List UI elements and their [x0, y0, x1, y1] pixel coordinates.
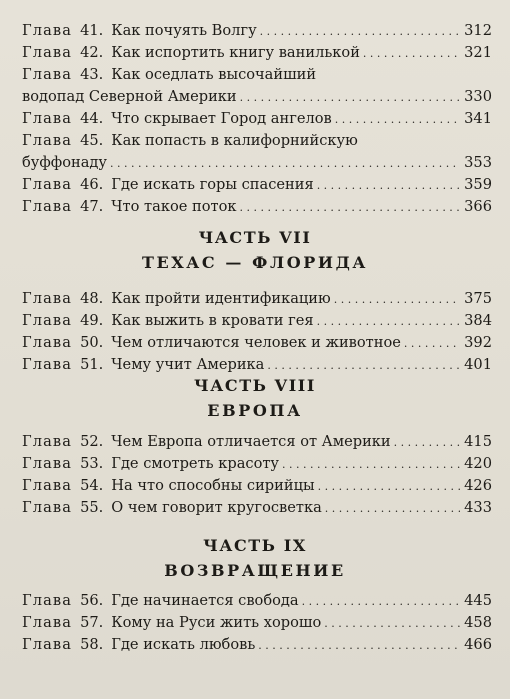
chapter-number: 48. [80, 290, 104, 307]
dot-leader [240, 197, 461, 219]
page-number: 366 [464, 198, 492, 215]
page-number: 330 [464, 88, 492, 105]
chapter-word: Глава [22, 110, 73, 127]
chapter-word: Глава [22, 477, 73, 494]
toc-entry-57[interactable] [22, 612, 492, 634]
page-number: 392 [464, 334, 492, 351]
chapter-title: Где искать горы спасения [111, 176, 314, 193]
toc-entry-42[interactable] [22, 42, 492, 64]
chapter-title: Что скрывает Город ангелов [111, 110, 332, 127]
dot-leader [334, 289, 460, 311]
part-label: ЧАСТЬ VIII [194, 376, 316, 395]
dot-leader [302, 591, 461, 613]
chapter-word: Глава [22, 455, 73, 472]
page-number: 341 [464, 110, 492, 127]
chapter-title: Как пройти идентификацию [111, 290, 331, 307]
chapter-number: 50. [80, 334, 104, 351]
part-title: ТЕХАС — ФЛОРИДА [141, 253, 369, 272]
toc-entry-52[interactable] [22, 431, 492, 453]
dot-leader [324, 613, 460, 635]
toc-entry-46[interactable] [22, 174, 492, 196]
part-label: ЧАСТЬ IX [203, 536, 307, 555]
chapter-word: Глава [22, 132, 73, 149]
dot-leader [317, 311, 461, 333]
chapter-title: О чем говорит кругосветка [111, 499, 322, 516]
toc-entry-58[interactable] [22, 634, 492, 656]
chapter-word: Глава [22, 499, 73, 516]
page-number: 353 [464, 154, 492, 171]
chapter-word: Глава [22, 290, 73, 307]
chapter-number: 45. [80, 132, 104, 149]
chapter-number: 54. [80, 477, 104, 494]
chapter-title: Чему учит Америка [111, 356, 265, 373]
page-number: 384 [464, 312, 492, 329]
chapter-title-continued: водопад Северной Америки [22, 88, 237, 105]
dot-leader [404, 333, 460, 355]
chapter-number: 43. [80, 66, 104, 83]
page-number: 415 [464, 433, 492, 450]
page-number: 359 [464, 176, 492, 193]
toc-entry-43[interactable] [22, 64, 492, 108]
chapter-title-continued: буффонаду [22, 154, 108, 171]
part-title: ВОЗВРАЩЕНИЕ [164, 561, 346, 580]
toc-entry-51[interactable] [22, 354, 492, 376]
chapter-number: 58. [80, 636, 104, 653]
chapter-title: Кому на Руси жить хорошо [111, 614, 322, 631]
chapter-title: Как оседлать высочайший [111, 66, 317, 83]
page-number: 433 [464, 499, 492, 516]
page-number: 445 [464, 592, 492, 609]
chapter-title: Как выжить в кровати гея [111, 312, 314, 329]
toc-entry-41[interactable] [22, 20, 492, 42]
page-number: 321 [464, 44, 492, 61]
chapter-title: Как испортить книгу ванилькой [111, 44, 360, 61]
chapter-title: Чем отличаются человек и животное [111, 334, 401, 351]
page-number: 420 [464, 455, 492, 472]
chapter-number: 51. [80, 356, 104, 373]
chapter-number: 56. [80, 592, 104, 609]
toc-entry-54[interactable] [22, 475, 492, 497]
chapter-word: Глава [22, 22, 73, 39]
chapter-number: 49. [80, 312, 104, 329]
chapter-word: Глава [22, 66, 73, 83]
dot-leader [335, 109, 460, 131]
chapter-word: Глава [22, 433, 73, 450]
page-number: 401 [464, 356, 492, 373]
chapter-word: Глава [22, 176, 73, 193]
page-number: 375 [464, 290, 492, 307]
chapter-title: Где смотреть красоту [111, 455, 280, 472]
toc-entry-49[interactable] [22, 310, 492, 332]
dot-leader [267, 355, 460, 377]
chapter-word: Глава [22, 614, 73, 631]
chapter-number: 44. [80, 110, 104, 127]
toc-entry-44[interactable] [22, 108, 492, 130]
chapter-number: 46. [80, 176, 104, 193]
toc-entry-47[interactable] [22, 196, 492, 218]
chapter-title: Что такое поток [111, 198, 237, 215]
chapter-word: Глава [22, 198, 73, 215]
chapter-number: 55. [80, 499, 104, 516]
page-number: 458 [464, 614, 492, 631]
page-number: 466 [464, 636, 492, 653]
chapter-number: 41. [80, 22, 104, 39]
part-label: ЧАСТЬ VII [198, 228, 312, 247]
chapter-number: 47. [80, 198, 104, 215]
chapter-word: Глава [22, 312, 73, 329]
dot-leader [363, 43, 460, 65]
chapter-number: 53. [80, 455, 104, 472]
part-title: ЕВРОПА [207, 401, 303, 420]
chapter-word: Глава [22, 356, 73, 373]
dot-leader [258, 635, 460, 657]
toc-entry-53[interactable] [22, 453, 492, 475]
toc-entry-45[interactable] [22, 130, 492, 174]
toc-entry-48[interactable] [22, 288, 492, 310]
chapter-word: Глава [22, 636, 73, 653]
dot-leader [317, 175, 460, 197]
dot-leader [325, 498, 460, 520]
chapter-title: Как попасть в калифорнийскую [111, 132, 358, 149]
chapter-title: Чем Европа отличается от Америки [111, 433, 391, 450]
chapter-number: 52. [80, 433, 104, 450]
page-number: 426 [464, 477, 492, 494]
chapter-word: Глава [22, 44, 73, 61]
page-number: 312 [464, 22, 492, 39]
dot-leader [318, 476, 461, 498]
chapter-word: Глава [22, 334, 73, 351]
chapter-title: На что способны сирийцы [111, 477, 315, 494]
chapter-title: Где искать любовь [111, 636, 256, 653]
dot-leader [394, 432, 460, 454]
dot-leader [240, 87, 460, 109]
chapter-word: Глава [22, 592, 73, 609]
chapter-title: Как почуять Волгу [111, 22, 257, 39]
chapter-number: 42. [80, 44, 104, 61]
toc-entry-56[interactable] [22, 590, 492, 612]
toc-entry-55[interactable] [22, 497, 492, 519]
chapter-title: Где начинается свобода [111, 592, 299, 609]
dot-leader [110, 153, 460, 175]
chapter-number: 57. [80, 614, 104, 631]
toc-entry-50[interactable] [22, 332, 492, 354]
dot-leader [260, 21, 460, 43]
dot-leader [282, 454, 460, 476]
